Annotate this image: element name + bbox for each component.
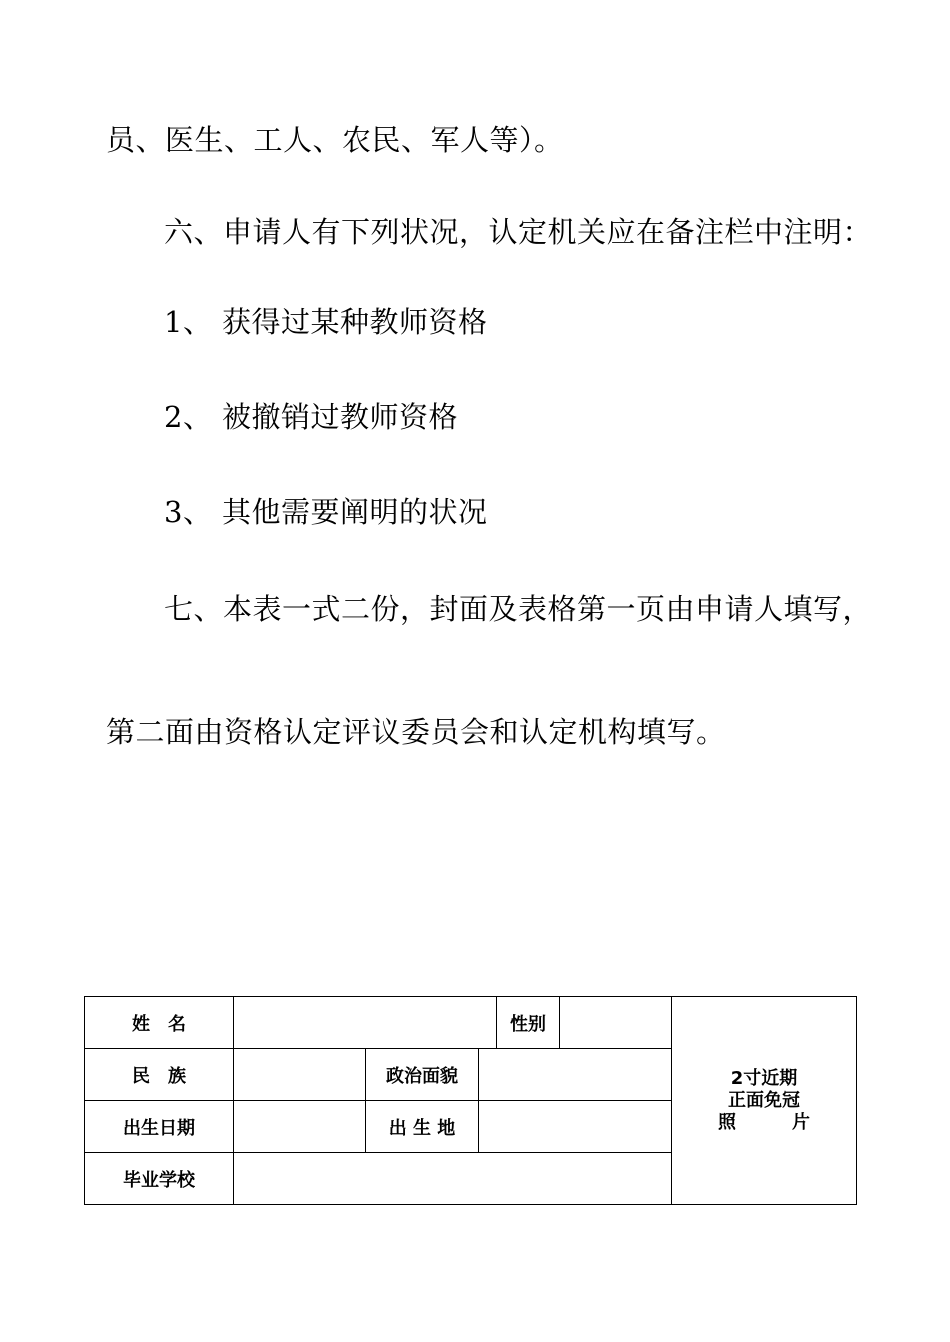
list-item [164, 494, 488, 530]
political-status-label: 政治面貌 [366, 1049, 479, 1101]
list-item-text: 获得过某种教师资格 [222, 305, 488, 339]
list-item-number: 1、 [164, 305, 213, 339]
list-item [164, 399, 458, 435]
photo-box[interactable] [672, 997, 857, 1205]
photo-line-3-right: 片 [792, 1111, 811, 1133]
birthdate-field[interactable] [234, 1101, 366, 1153]
list-item-number: 2、 [164, 400, 213, 434]
school-field[interactable] [234, 1153, 672, 1205]
birthdate-label: 出生日期 [85, 1101, 234, 1153]
name-label: 姓 名 [85, 997, 234, 1049]
birthplace-field[interactable] [479, 1101, 672, 1153]
paragraph-section-seven-continued: 第二面由资格认定评议委员会和认定机构填写。 [106, 715, 726, 749]
paragraph-section-seven: 七、本表一式二份，封面及表格第一页由申请人填写， [164, 592, 873, 626]
list-item-number: 3、 [164, 495, 213, 529]
paragraph-section-six: 六、申请人有下列状况，认定机关应在备注栏中注明： [164, 215, 873, 249]
gender-field[interactable] [560, 997, 672, 1049]
ethnicity-field[interactable] [234, 1049, 366, 1101]
table-row [85, 997, 857, 1049]
ethnicity-label: 民 族 [85, 1049, 234, 1101]
photo-line-2: 正面免冠 [728, 1089, 801, 1111]
photo-line-1: 2寸近期 [730, 1067, 798, 1089]
list-item [164, 304, 488, 340]
list-item-text: 其他需要阐明的状况 [222, 495, 488, 529]
photo-instructions [718, 1068, 810, 1134]
photo-line-3 [718, 1112, 810, 1134]
applicant-info-table [84, 996, 857, 1205]
political-status-field[interactable] [479, 1049, 672, 1101]
name-field[interactable] [234, 997, 497, 1049]
photo-line-3-left: 照 [718, 1111, 737, 1133]
paragraph-occupations-end: 员、医生、工人、农民、军人等）。 [106, 123, 564, 157]
birthplace-label: 出 生 地 [366, 1101, 479, 1153]
list-item-text: 被撤销过教师资格 [222, 400, 459, 434]
school-label: 毕业学校 [85, 1153, 234, 1205]
gender-label: 性别 [497, 997, 560, 1049]
